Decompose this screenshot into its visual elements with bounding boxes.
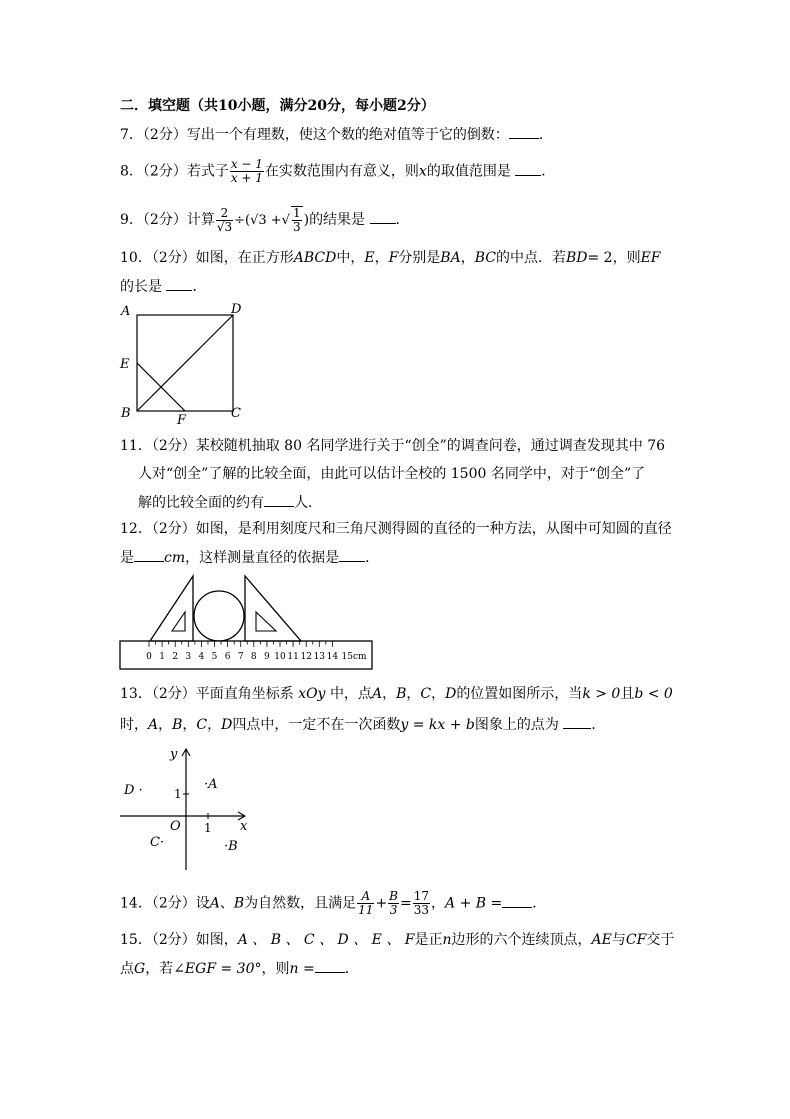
ruler-ticks — [149, 641, 332, 647]
q15-number: 15．（2分） — [120, 932, 196, 948]
q9-sqrt-den: 3 — [292, 220, 301, 234]
q15-angle: ∠EGF = 30° — [173, 961, 262, 977]
q9-post: 的结果是 — [309, 212, 366, 228]
q14-period: ． — [532, 895, 547, 912]
fig10-label-b: B — [121, 406, 131, 421]
q10-abcd: ABCD — [293, 250, 337, 266]
q13-line1c: 的位置如图所示，当 — [456, 686, 583, 702]
q14-frac-c — [413, 890, 430, 917]
q7-text: 写出一个有理数，使这个数的绝对值等于它的倒数： — [186, 127, 509, 143]
fig10-label-d: D — [231, 302, 242, 317]
q14-f3n: 17 — [413, 889, 430, 903]
q12-number: 12．（2分） — [120, 521, 196, 537]
q9-answer-blank[interactable] — [370, 209, 396, 224]
q8-answer-blank[interactable] — [515, 161, 541, 176]
q8-fraction — [230, 158, 264, 185]
q14-a: A — [209, 895, 220, 912]
q15-n: n — [442, 932, 452, 948]
x-one-label: 1 — [204, 821, 212, 835]
question-11-line-3 — [138, 492, 322, 513]
ruler-tick-label: 1 — [159, 652, 165, 662]
q8-period: ． — [541, 163, 556, 180]
q12-basis-blank[interactable] — [339, 547, 365, 562]
q11-line3b: 人． — [294, 495, 322, 511]
q8-post: 在实数范围内有意义，则 — [264, 163, 419, 180]
q15-line1c: 边形的六个连续顶点， — [451, 932, 592, 948]
q13-k-cond: k > 0 — [582, 686, 621, 702]
q7-answer-blank[interactable] — [509, 124, 539, 139]
q13-number: 13．（2分） — [120, 686, 196, 702]
q10-f: F — [388, 250, 399, 266]
q13-line2a: 时， — [120, 717, 148, 733]
question-10-line-1 — [120, 248, 661, 268]
left-triangle-hole — [172, 612, 185, 631]
q10-comma2: ， — [460, 250, 475, 266]
question-14 — [120, 890, 546, 917]
q15-cf: CF — [625, 932, 647, 948]
q8-post2: 的取值范围是 — [426, 163, 511, 180]
ruler-tick-label: 5 — [211, 652, 218, 662]
q10-bd: BD — [565, 250, 588, 266]
question-11-line-1 — [120, 436, 665, 456]
origin-label: O — [170, 819, 181, 834]
q12-unit: cm — [164, 550, 186, 566]
q14-comma: ， — [431, 895, 446, 912]
q12-line1: 如图，是利用刻度尺和三角尺测得圆的直径的一种方法，从图中可知圆的直径 — [195, 521, 672, 537]
q15-line2b: ，若 — [145, 961, 174, 977]
q10-eq: = 2，则 — [587, 250, 641, 266]
q14-sep: 、 — [219, 895, 234, 912]
q12-diameter-blank[interactable] — [134, 547, 164, 562]
q12-period: ． — [365, 550, 380, 566]
q14-f1n: A — [357, 890, 374, 904]
q9-op: ÷(√3 + — [234, 213, 282, 228]
q9-number: 9．（2分） — [120, 212, 187, 228]
q11-line1: 某校随机抽取 80 名同学进行关于“创全”的调查问卷，通过调查发现其中 76 — [195, 438, 666, 454]
ruler-tick-label: 11 — [287, 652, 299, 662]
q11-number: 11．（2分） — [120, 438, 196, 454]
q13-answer-blank[interactable] — [563, 714, 591, 729]
q15-line1d: 交于 — [646, 932, 675, 948]
question-11-line-2 — [138, 464, 645, 484]
fig10-label-e: E — [120, 357, 130, 372]
right-triangle-hole — [256, 612, 276, 631]
q14-plus: + — [375, 895, 388, 912]
q15-with: 与 — [611, 932, 626, 948]
q10-bc: BC — [474, 250, 496, 266]
q14-b: B — [233, 895, 245, 912]
ruler-tick-label: 9 — [264, 652, 270, 662]
q14-f3d: 33 — [413, 903, 430, 917]
q15-period: ． — [344, 961, 359, 977]
q13-line1a: 平面直角坐标系 — [195, 686, 294, 702]
question-12-line-2 — [120, 547, 379, 568]
ruler-tick-label: 14 — [326, 652, 339, 662]
q10-answer-blank[interactable] — [166, 276, 192, 291]
ruler-tick-label: 3 — [185, 652, 192, 662]
q11-line2: 人对“创全”了解的比较全面，由此可以估计全校的 1500 名同学中，对于“创全”了 — [138, 466, 646, 482]
q10-e: E — [364, 250, 375, 266]
q13-a2: A — [148, 717, 159, 733]
q15-line1a: 如图， — [195, 932, 238, 948]
q13-d: D — [445, 686, 457, 702]
ruler-tick-label: 0 — [146, 652, 152, 662]
q13-xoy: xOy — [298, 686, 326, 702]
q13-d2: D — [221, 717, 233, 733]
q14-eq: = — [400, 895, 412, 912]
y-one-label: 1 — [174, 787, 182, 801]
q13-line2b: 四点中，一定不在一次函数 — [232, 717, 401, 733]
q15-line2a: 点 — [120, 961, 134, 977]
q15-ae: AE — [591, 932, 612, 948]
figure-coordinate-plane — [118, 742, 258, 874]
point-b: ·B — [224, 839, 238, 854]
q9-period: ． — [395, 212, 410, 228]
ruler-tick-label: 2 — [172, 652, 179, 662]
q15-line2c: ，则 — [261, 961, 290, 977]
question-12-line-1 — [120, 519, 672, 539]
ruler-tick-label: 8 — [250, 652, 257, 662]
q9-close: ) — [303, 212, 310, 228]
q9-pre: 计算 — [186, 212, 215, 228]
q7-number: 7．（2分） — [120, 127, 187, 143]
q8-frac-num: x − 1 — [230, 157, 263, 171]
q13-b-cond: b < 0 — [634, 686, 673, 702]
q14-f2n: B — [389, 889, 398, 903]
q14-pre: 设 — [195, 895, 210, 912]
ruler-tick-label: 4 — [198, 652, 205, 662]
q10-ef: EF — [640, 250, 661, 266]
q15-g: G — [134, 961, 146, 977]
section-heading: 二．填空题（共10小题，满分20分，每小题2分） — [120, 98, 435, 114]
question-7 — [120, 124, 553, 145]
q15-answer-blank[interactable] — [315, 958, 345, 973]
q14-sum: A + B = — [445, 895, 503, 912]
q8-number: 8．（2分） — [120, 163, 187, 180]
ruler-tick-label: 12 — [300, 652, 312, 662]
x-axis-label: x — [240, 819, 248, 834]
q10-text1: 如图，在正方形 — [195, 250, 294, 266]
question-15-line-2 — [120, 958, 359, 979]
ruler-tick-label: 6 — [224, 652, 231, 662]
q13-b: B — [396, 686, 407, 702]
q10-period: ． — [192, 279, 207, 295]
q14-f2d: 3 — [389, 903, 398, 917]
question-9: 9．（2分）计算 $\frac{2}{√3}$ ÷(√3 +√ $\frac{1}{3}$ )的结果是 ． — [120, 205, 410, 234]
figure-square-abcd — [115, 300, 255, 426]
q9-fraction — [216, 207, 233, 234]
question-15-line-1 — [120, 930, 674, 950]
ruler-tick-label: 15cm — [341, 652, 367, 662]
q14-frac-a — [357, 890, 374, 917]
point-c: C· — [150, 835, 165, 850]
q13-period: ． — [591, 717, 606, 733]
q14-frac-b — [388, 890, 399, 917]
q13-a: A — [371, 686, 383, 702]
q8-pre: 若式子 — [186, 163, 229, 180]
q10-text4: 的中点．若 — [495, 250, 566, 266]
question-10-line-2 — [120, 276, 206, 297]
y-axis-label: y — [170, 747, 178, 762]
question-13-line-2: 时，A，B，C，D四点中，一定不在一次函数y = kx + b图象上的点为 ． — [120, 714, 605, 735]
ruler-tick-label: 13 — [313, 652, 326, 662]
q14-number: 14．（2分） — [120, 895, 196, 912]
q9-sqrt-num: 1 — [292, 206, 301, 220]
q10-ba: BA — [440, 250, 461, 266]
diagonal-bd — [137, 315, 233, 411]
q13-b2: B — [172, 717, 183, 733]
q10-number: 10．（2分） — [120, 250, 196, 266]
q10-line2: 的长是 — [120, 279, 162, 295]
q8-var: x — [418, 163, 427, 180]
q13-c: C — [420, 686, 432, 702]
q9-sqrt-fraction — [291, 206, 303, 234]
point-d: D · — [124, 783, 143, 798]
question-13-line-1: 13．（2分）平面直角坐标系 xOy 中，点A，B，C，D的位置如图所示，当k > 0且b < 0 — [120, 686, 673, 702]
q13-and: 且 — [620, 686, 635, 702]
q8-frac-den: x + 1 — [230, 171, 263, 185]
fig10-label-a: A — [121, 304, 131, 319]
ruler-tick-label: 10 — [274, 652, 286, 662]
q10-text2: 中， — [336, 250, 365, 266]
q10-comma: ， — [374, 250, 389, 266]
q13-func: y = kx + b — [400, 717, 475, 733]
q13-c2: C — [196, 717, 208, 733]
q14-mid: 为自然数，且满足 — [244, 895, 357, 912]
q7-period: ． — [538, 127, 553, 143]
q11-answer-blank[interactable] — [264, 492, 294, 507]
fig10-label-c: C — [231, 406, 241, 421]
q12-line2b: ，这样测量直径的依据是 — [185, 550, 340, 566]
measured-circle — [194, 591, 244, 641]
q11-line3a: 解的比较全面的约有 — [138, 495, 264, 511]
q10-text3: 分别是 — [398, 250, 441, 266]
question-8 — [120, 158, 555, 185]
q9-frac-num: 2 — [216, 207, 233, 221]
q15-line1b: 是正 — [414, 932, 443, 948]
fig10-label-f: F — [177, 413, 187, 426]
q15-n2: n = — [289, 961, 315, 977]
q12-line2a: 是 — [120, 550, 134, 566]
point-a: ·A — [204, 777, 218, 792]
ruler-labels — [146, 652, 367, 662]
q9-frac-den: √3 — [216, 219, 233, 234]
q13-line2c: 图象上的点为 — [474, 717, 559, 733]
q14-answer-blank[interactable] — [502, 893, 532, 908]
ruler-tick-label: 7 — [237, 652, 244, 662]
q14-f1d: 11 — [358, 903, 374, 917]
figure-ruler-circle — [118, 570, 378, 672]
q13-line1b: 中，点 — [329, 686, 372, 702]
q15-verts: A 、 B 、 C 、 D 、 E 、 F — [237, 932, 415, 948]
